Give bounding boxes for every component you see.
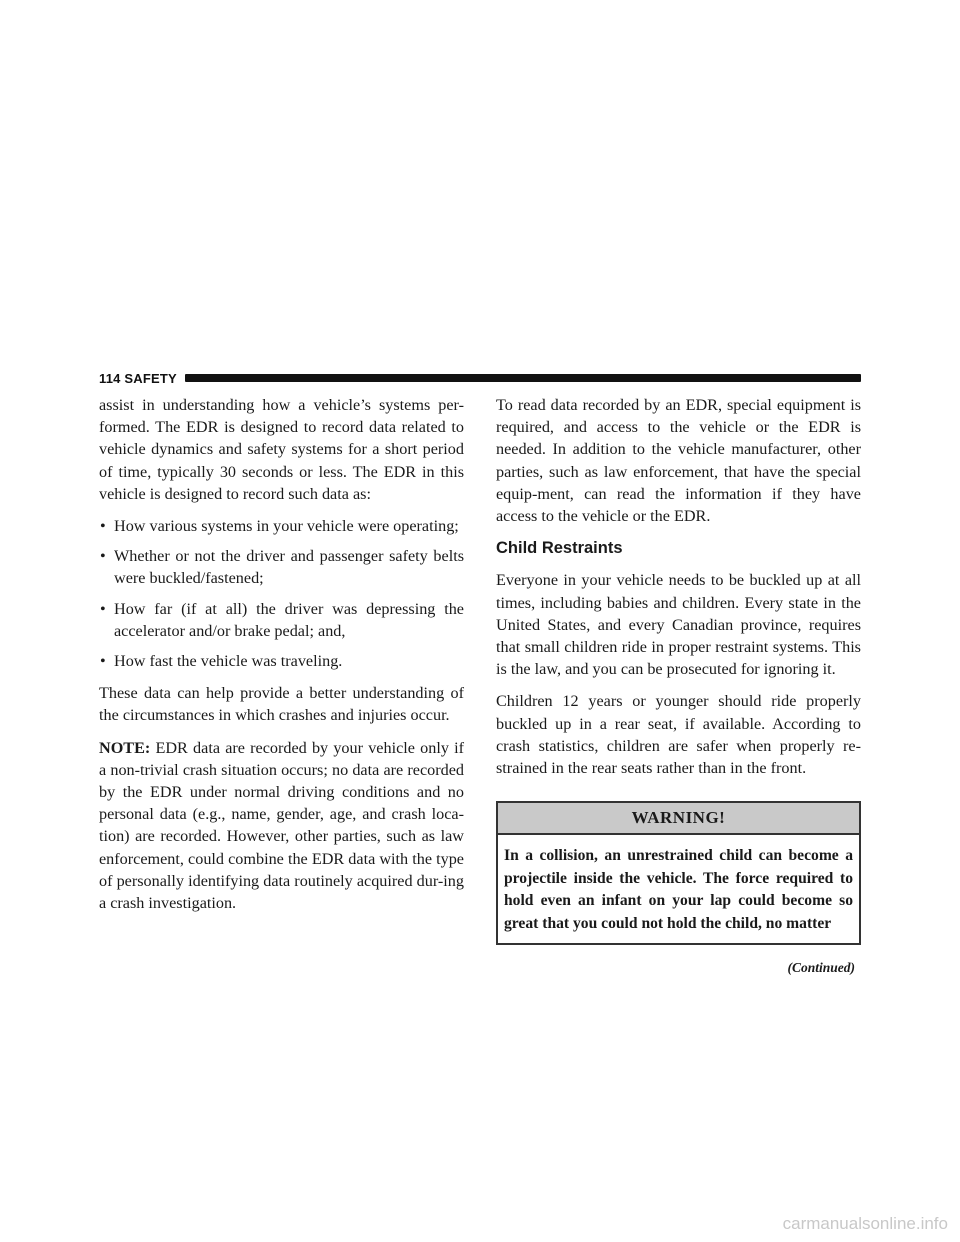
- list-item: [99, 650, 464, 672]
- warning-title: WARNING!: [498, 803, 859, 835]
- list-item-text: How various systems in your vehicle were operating;: [114, 517, 459, 536]
- continued-label: (Continued): [787, 960, 855, 976]
- note-text: EDR data are recorded by your vehicle only if a non-trivial crash situation occurs; no data are recorded by the EDR under normal driving conditions and no personal data (e.g., name, gender, age, and crash loca-tion) are recorded. However, other parties, such as law enforcement, could combine the EDR data with the type of personally identifying data routinely acquired dur-ing a crash investigation.: [99, 738, 464, 913]
- bullet-icon: •: [100, 517, 106, 536]
- list-item: [99, 545, 464, 589]
- edr-access-paragraph: To read data recorded by an EDR, special equipment is required, and access to the vehicle or the EDR is needed. In addition to the vehicle manufacturer, other parties, such as law enforcement, that have the special equip-ment, can read the information if they have access to the vehicle or the EDR.: [496, 396, 861, 526]
- child-restraints-paragraph: Everyone in your vehicle needs to be buckled up at all times, including babies and children. Every state in the United States, and every Canadian province, requires that small children ride in proper restraint systems. This is the law, and you can be prosecuted for ignoring it.: [496, 571, 861, 679]
- intro-paragraph: assist in understanding how a vehicle’s systems per-formed. The EDR is designed to record data related to vehicle dynamics and safety systems for a short period of time, typically 30 seconds or less. The EDR in this vehicle is designed to record such data as:: [99, 396, 464, 503]
- bullet-icon: •: [100, 547, 106, 566]
- warning-box: [496, 801, 861, 945]
- edr-data-list: [99, 515, 464, 672]
- note-label: NOTE:: [99, 738, 151, 757]
- rear-seat-paragraph: Children 12 years or younger should ride properly buckled up in a rear seat, if available. According to crash statistics, children are safer when properly re-strained in the rear seats rather than in the front.: [496, 692, 861, 778]
- header-rule: [185, 374, 861, 382]
- right-column: [496, 394, 861, 979]
- list-item-text: Whether or not the driver and passenger safety belts were buckled/fastened;: [114, 547, 464, 588]
- bullet-icon: •: [100, 652, 106, 671]
- left-column: [99, 394, 464, 924]
- list-item: [99, 515, 464, 537]
- section-title-child-restraints: Child Restraints: [496, 539, 623, 558]
- page-header: [99, 368, 861, 388]
- list-item-text: How far (if at all) the driver was depressing the accelerator and/or brake pedal; and,: [114, 599, 464, 640]
- list-item: [99, 598, 464, 642]
- bullet-icon: •: [100, 599, 106, 618]
- summary-paragraph: These data can help provide a better understanding of the circumstances in which crashes and injuries occur.: [99, 684, 464, 725]
- list-item-text: How fast the vehicle was traveling.: [114, 652, 343, 671]
- note-paragraph: [99, 737, 464, 915]
- warning-text: In a collision, an unrestrained child can become a projectile inside the vehicle. The force required to hold even an infant on your lap could become so great that you could not hold the child, no matter: [504, 847, 853, 932]
- page-number-section-label: 114 SAFETY: [99, 370, 177, 386]
- watermark: carmanualsonline.info: [782, 1214, 948, 1233]
